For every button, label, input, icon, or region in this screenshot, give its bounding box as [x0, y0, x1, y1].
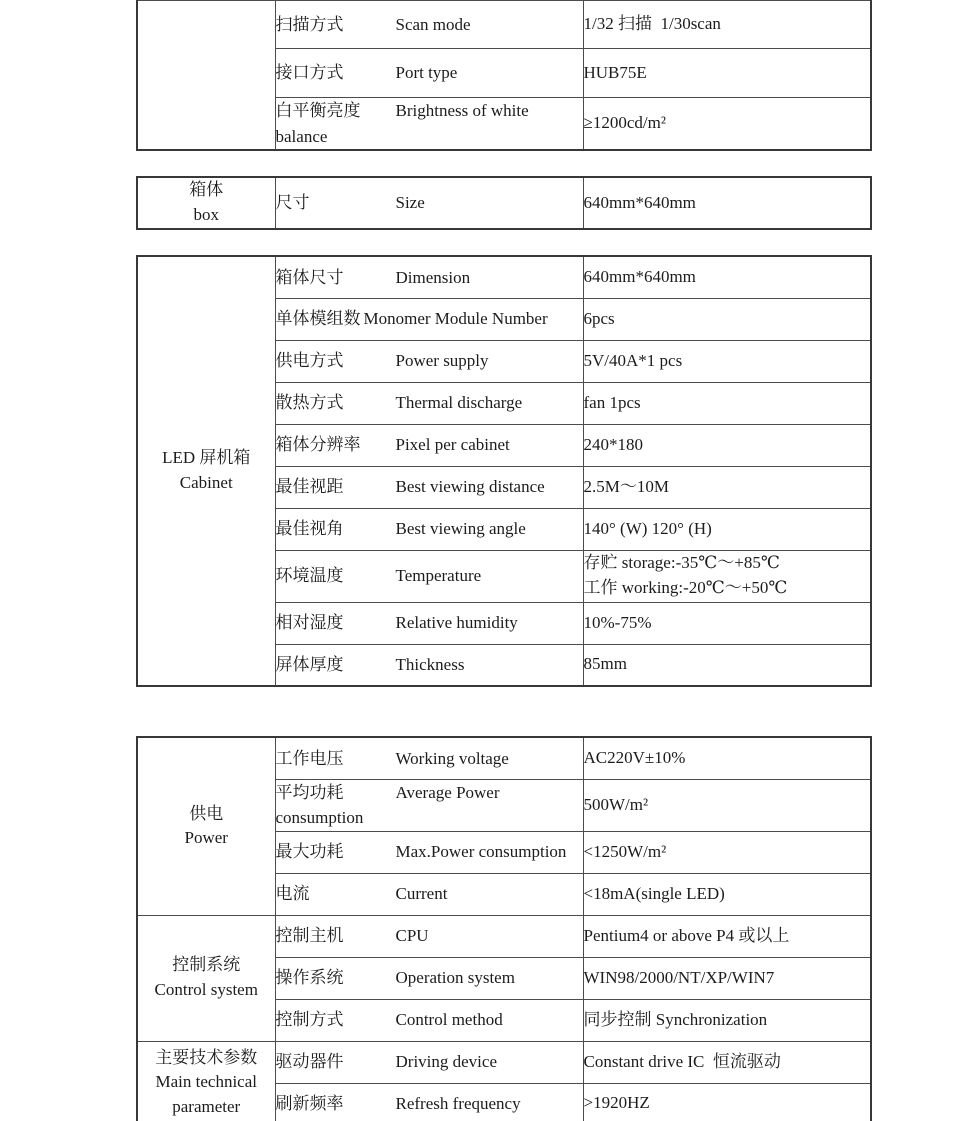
- spec-value-text: 5V/40A*1 pcs: [583, 350, 683, 370]
- spec-value-text: <18mA(single LED): [583, 883, 725, 903]
- spec-group-en: Cabinet: [179, 473, 233, 492]
- spec-label-en: Current: [395, 884, 448, 904]
- spec-label-en: Average Power consumption: [275, 782, 504, 827]
- spec-group-cell-box: [137, 177, 275, 229]
- spec-value: [583, 1041, 871, 1083]
- table-row: [137, 1041, 871, 1083]
- spec-group-zh: 供电: [189, 803, 224, 823]
- spec-table-cabinet: [136, 255, 872, 687]
- spec-value: [583, 999, 871, 1041]
- spec-group-en: Main technical parameter: [155, 1072, 257, 1117]
- spec-label-en: Driving device: [395, 1052, 497, 1072]
- spec-label-zh: 控制方式: [275, 1010, 344, 1030]
- spec-value-text: 640mm*640mm: [583, 266, 696, 286]
- spec-label: [275, 256, 583, 298]
- spec-label: [275, 466, 583, 508]
- spec-label-en: Best viewing distance: [395, 477, 545, 497]
- spec-label: [275, 737, 583, 779]
- spec-label-en: Control method: [395, 1010, 503, 1030]
- spec-value-text: <1250W/m²: [583, 841, 667, 861]
- spec-label-en: CPU: [395, 926, 429, 946]
- spec-table-module: [136, 0, 872, 151]
- spec-value: [583, 550, 871, 602]
- spec-label-en: Power supply: [395, 351, 489, 371]
- spec-value-text: 500W/m²: [583, 794, 649, 814]
- spec-label-zh: 环境温度: [275, 566, 344, 586]
- spec-value-text: 2.5M～10M: [583, 476, 669, 496]
- spec-value-text: 240*180: [583, 434, 643, 454]
- spec-label-zh: 箱体尺寸: [275, 267, 344, 287]
- spec-value: [583, 256, 871, 298]
- spec-label: [275, 1041, 583, 1083]
- spec-value: [583, 298, 871, 340]
- spec-value: [583, 779, 871, 831]
- spec-label-en: Working voltage: [395, 748, 509, 768]
- spec-group-en: Control system: [154, 980, 258, 999]
- spec-label: [275, 298, 583, 340]
- spec-value-text: 1/32 扫描 1/30scan: [583, 14, 721, 34]
- table-row: [137, 915, 871, 957]
- spec-label: [275, 999, 583, 1041]
- spec-label-en: Best viewing angle: [395, 519, 526, 539]
- spec-label-zh: 工作电压: [275, 748, 344, 768]
- spec-group-cell-control-system: [137, 915, 275, 1041]
- spec-label-en: Operation system: [395, 968, 515, 988]
- spec-value-text: 同步控制 Synchronization: [583, 1009, 768, 1029]
- spec-label: [275, 957, 583, 999]
- spec-label-zh: 供电方式: [275, 351, 344, 371]
- spec-label: [275, 424, 583, 466]
- spec-label-zh: 最佳视距: [275, 477, 344, 497]
- spec-label-en: Monomer Module Number: [363, 309, 548, 329]
- spec-group-cell-empty: [137, 1, 275, 151]
- spec-group-zh: LED 屏机箱: [162, 448, 251, 468]
- table-row: [137, 1, 871, 49]
- spec-value: [583, 1083, 871, 1121]
- spec-value-text: Constant drive IC 恒流驱动: [583, 1051, 781, 1071]
- spec-table-power-control: [136, 736, 872, 1121]
- spec-label: [275, 644, 583, 686]
- spec-value: [583, 957, 871, 999]
- spec-label-zh: 散热方式: [275, 393, 344, 413]
- spec-value-text: WIN98/2000/NT/XP/WIN7: [583, 967, 775, 987]
- spec-value-text: HUB75E: [583, 62, 647, 82]
- spec-group-cell-main-parameter: [137, 1041, 275, 1121]
- spec-label-zh: 相对湿度: [275, 613, 344, 633]
- table-row: [137, 256, 871, 298]
- spec-label-zh: 驱动器件: [275, 1052, 344, 1072]
- spec-value-line: 存贮 storage:-35℃～+85℃: [583, 553, 780, 573]
- spec-value-text: 10%-75%: [583, 612, 652, 632]
- table-gap: [136, 230, 872, 255]
- spec-label-en: Pixel per cabinet: [395, 435, 510, 455]
- table-row: [137, 737, 871, 779]
- spec-label: [275, 915, 583, 957]
- spec-group-zh: 箱体: [189, 180, 224, 200]
- spec-label: [275, 340, 583, 382]
- spec-document: [136, 0, 872, 1121]
- spec-label-zh: 最佳视角: [275, 519, 344, 539]
- spec-group-cell-cabinet: [137, 256, 275, 686]
- spec-value: [583, 177, 871, 229]
- spec-value: [583, 737, 871, 779]
- spec-label: [275, 177, 583, 229]
- spec-label-zh: 接口方式: [275, 63, 344, 83]
- spec-label: [275, 550, 583, 602]
- table-gap: [136, 151, 872, 176]
- spec-label-zh: 尺寸: [275, 193, 310, 213]
- spec-label-en: Size: [395, 193, 425, 213]
- spec-value-text: >1920HZ: [583, 1093, 650, 1113]
- table-row: [137, 177, 871, 229]
- spec-value: [583, 49, 871, 98]
- spec-value: [583, 1, 871, 49]
- spec-value: [583, 340, 871, 382]
- spec-label: [275, 779, 583, 831]
- spec-label-en: Scan mode: [395, 14, 471, 34]
- spec-label: [275, 382, 583, 424]
- spec-value: [583, 508, 871, 550]
- spec-label: [275, 831, 583, 873]
- spec-label-zh: 单体模组数: [275, 309, 361, 329]
- spec-group-zh: 主要技术参数: [155, 1047, 258, 1067]
- spec-value: [583, 831, 871, 873]
- spec-label-en: Refresh frequency: [395, 1094, 521, 1113]
- spec-value: [583, 466, 871, 508]
- spec-label-zh: 扫描方式: [275, 14, 344, 34]
- spec-value: [583, 602, 871, 644]
- spec-group-en: Power: [184, 828, 228, 848]
- spec-value: [583, 915, 871, 957]
- spec-label-en: Port type: [395, 63, 458, 83]
- spec-label: [275, 873, 583, 915]
- spec-value-line: 工作 working:-20℃～+50℃: [583, 578, 788, 597]
- spec-label-zh: 箱体分辨率: [275, 435, 361, 455]
- spec-label-en: Brightness of white balance: [275, 101, 533, 146]
- spec-label-en: Max.Power consumption: [395, 842, 567, 862]
- spec-value-text: Pentium4 or above P4 或以上: [583, 925, 790, 945]
- spec-label: [275, 49, 583, 98]
- spec-value-text: fan 1pcs: [583, 392, 641, 412]
- spec-value-text: 85mm: [583, 654, 627, 674]
- spec-label-en: Thickness: [395, 655, 465, 674]
- spec-group-cell-power: [137, 737, 275, 915]
- spec-label-zh: 屏体厚度: [275, 655, 344, 674]
- spec-group-en: box: [193, 205, 219, 224]
- spec-label-en: Dimension: [395, 267, 471, 287]
- spec-value: [583, 644, 871, 686]
- spec-label-zh: 控制主机: [275, 926, 344, 946]
- spec-label-zh: 操作系统: [275, 968, 344, 988]
- spec-value-text: 140° (W) 120° (H): [583, 518, 712, 538]
- spec-value-text: ≥1200cd/m²: [583, 113, 666, 133]
- spec-table-box: [136, 176, 872, 230]
- spec-label-zh: 白平衡亮度: [275, 101, 361, 120]
- spec-value: [583, 424, 871, 466]
- spec-value: [583, 382, 871, 424]
- spec-value: [583, 873, 871, 915]
- table-gap: [136, 687, 872, 736]
- spec-label: [275, 1083, 583, 1121]
- spec-label: [275, 602, 583, 644]
- spec-label-en: Temperature: [395, 566, 482, 586]
- spec-group-zh: 控制系统: [172, 955, 241, 975]
- spec-label-zh: 刷新频率: [275, 1094, 344, 1113]
- spec-value-text: AC220V±10%: [583, 747, 686, 767]
- spec-label: [275, 98, 583, 151]
- spec-value-text: 6pcs: [583, 308, 615, 328]
- spec-value: [583, 98, 871, 151]
- spec-label-zh: 平均功耗: [275, 782, 344, 802]
- spec-label-en: Relative humidity: [395, 613, 518, 633]
- spec-label-en: Thermal discharge: [395, 393, 523, 413]
- spec-label: [275, 1, 583, 49]
- spec-label-zh: 最大功耗: [275, 842, 344, 862]
- spec-label: [275, 508, 583, 550]
- spec-label-zh: 电流: [275, 884, 310, 904]
- spec-value-text: 640mm*640mm: [583, 192, 696, 212]
